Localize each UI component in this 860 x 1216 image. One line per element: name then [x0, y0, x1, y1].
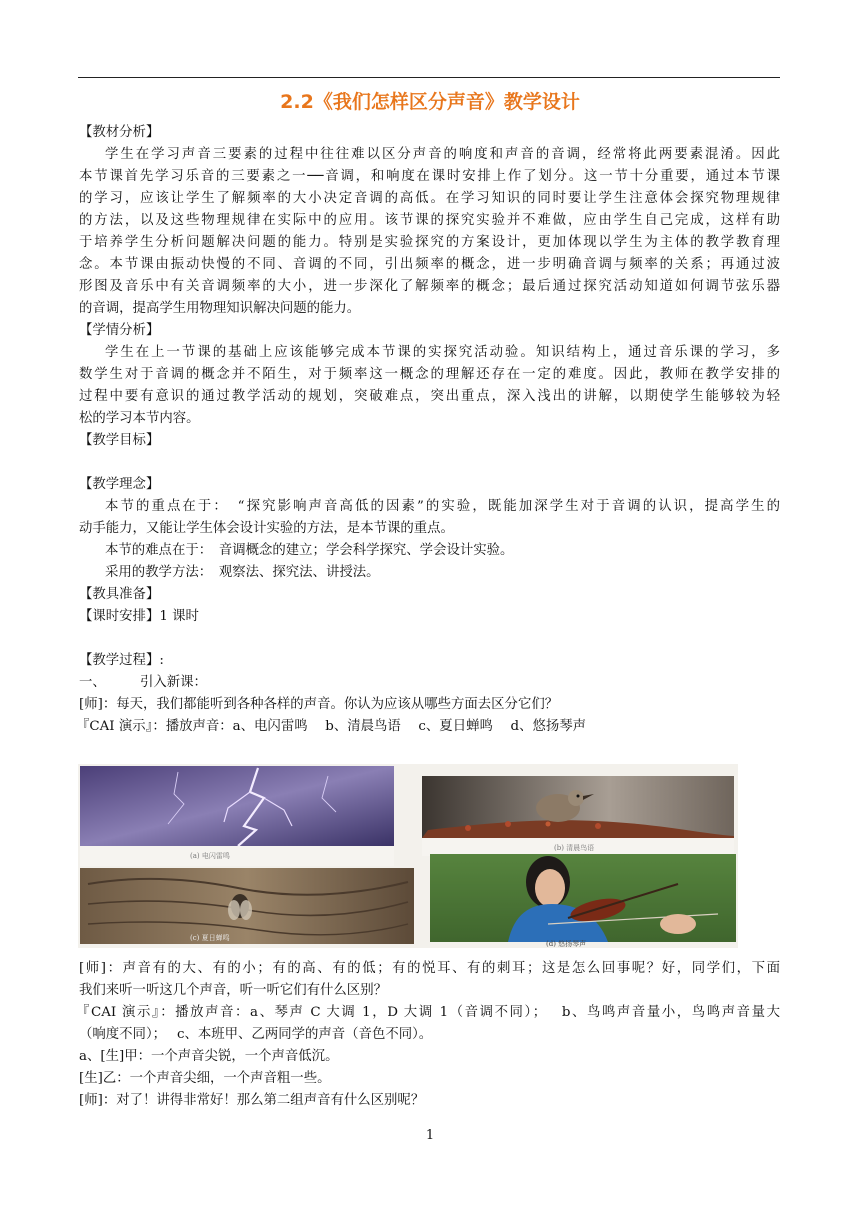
paragraph-line: [生]乙：一个声音尖细，一个声音粗一些。: [79, 1071, 331, 1086]
page-number: 1: [425, 1128, 435, 1143]
list-number: 一、: [79, 675, 106, 690]
paragraph-line: 学生在学习声音三要素的过程中往往难以区分声音的响度和声音的音调，经常将此两要素混淆。因此: [105, 147, 780, 162]
section-heading-goals: 【教学目标】: [79, 433, 160, 448]
document-title: 2.2《我们怎样区分声音》教学设计: [280, 91, 580, 113]
paragraph-line: 本节课首先学习乐音的三要素之一──音调，和响度在课时安排上作了划分。这一节十分重要，通过本节课: [79, 169, 780, 184]
paragraph-line: （响度不同）； c、本班甲、乙两同学的声音（音色不同）。: [79, 1027, 433, 1042]
paragraph-line: 形图及音乐中有关音调频率的大小，进一步深化了解频率的概念；最后通过探究活动知道如何调节弦乐器: [79, 279, 780, 294]
paragraph-line: [师]：对了！讲得非常好！那么第二组声音有什么区别呢？: [79, 1093, 425, 1108]
section-heading-philosophy: 【教学理念】: [79, 477, 160, 492]
paragraph-line: a、[生]甲：一个声音尖锐，一个声音低沉。: [79, 1049, 339, 1064]
section-heading-students: 【学情分析】: [79, 323, 160, 338]
section-heading-schedule: 【课时安排】1 课时: [79, 609, 199, 624]
caption-c: (c) 夏日蝉鸣: [190, 934, 230, 942]
paragraph-line: 『CAI 演示』：播放声音：a、琴声 C 大调 1，D 大调 1（音调不同）； b、鸟鸣声音量小，鸟鸣声音量大: [76, 1005, 780, 1020]
caption-a: (a) 电闪雷鸣: [190, 852, 230, 860]
photo-cicada: [80, 868, 414, 944]
paragraph-line: 的方法，以及这些物理规律在实际中的应用。该节课的探究实验并不难做，应由学生自己完成，这样有助: [79, 213, 780, 228]
paragraph-line: 过程中要有意识的通过教学活动的规划，突破难点，突出重点，深入浅出的讲解，以期使学生能够较为轻: [79, 389, 780, 404]
section-heading-process: 【教学过程】:: [79, 653, 164, 668]
caption-d: (d) 悠扬琴声: [546, 940, 587, 948]
paragraph-line: 的音调，提高学生用物理知识解决问题的能力。: [79, 301, 361, 316]
photo-collage: [78, 764, 738, 948]
photo-collage-graphic: [78, 764, 738, 948]
header-rule: [78, 77, 780, 78]
paragraph-line: 学生在上一节课的基础上应该能够完成本节课的实探究活动验。知识结构上，通过音乐课的学习，多: [105, 345, 780, 360]
paragraph-line: 『CAI 演示』：播放声音：a、电闪雷鸣 b、清晨鸟语 c、夏日蝉鸣 d、悠扬琴声: [76, 719, 587, 734]
paragraph-line: 我们来听一听这几个声音，听一听它们有什么区别？: [79, 983, 387, 998]
paragraph-line: [师]：每天，我们都能听到各种各样的声音。你认为应该从哪些方面去区分它们？: [79, 697, 559, 712]
paragraph-line: [师]：声音有的大、有的小；有的高、有的低；有的悦耳、有的刺耳；这是怎么回事呢？好，同学们，下面: [79, 961, 780, 976]
paragraph-line: 于培养学生分析问题解决问题的能力。特别是实验探究的方案设计，更加体现以学生为主体的教学教育理: [79, 235, 780, 250]
paragraph-line: 动手能力，又能让学生体会设计实验的方法，是本节课的重点。: [79, 521, 454, 536]
paragraph-line: 本节的重点在于： “探究影响声音高低的因素”的实验，既能加深学生对于音调的认识，提高学生的: [105, 499, 780, 514]
paragraph-line: 采用的教学方法： 观察法、探究法、讲授法。: [105, 565, 380, 580]
paragraph-line: 的学习，应该让学生了解频率的大小决定音调的高低。在学习知识的同时要让学生注意体会探究物理规律: [79, 191, 780, 206]
caption-b: (b) 清晨鸟语: [554, 844, 595, 852]
photo-violin: [430, 854, 736, 942]
section-heading-material: 【教材分析】: [79, 125, 160, 140]
paragraph-line: 数学生对于音调的概念并不陌生，对于频率这一概念的理解还存在一定的难度。因此，教师在教学安排的: [79, 367, 780, 382]
paragraph-line: 松的学习本节内容。: [79, 411, 200, 426]
paragraph-line: 念。本节课由振动快慢的不同、音调的不同，引出频率的概念，进一步明确音调与频率的关系；再通过波: [79, 257, 780, 272]
photo-lightning: [80, 766, 394, 866]
list-item-label: 引入新课：: [140, 675, 207, 690]
section-heading-tools: 【教具准备】: [79, 587, 160, 602]
paragraph-line: 本节的难点在于： 音调概念的建立；学会科学探究、学会设计实验。: [105, 543, 514, 558]
